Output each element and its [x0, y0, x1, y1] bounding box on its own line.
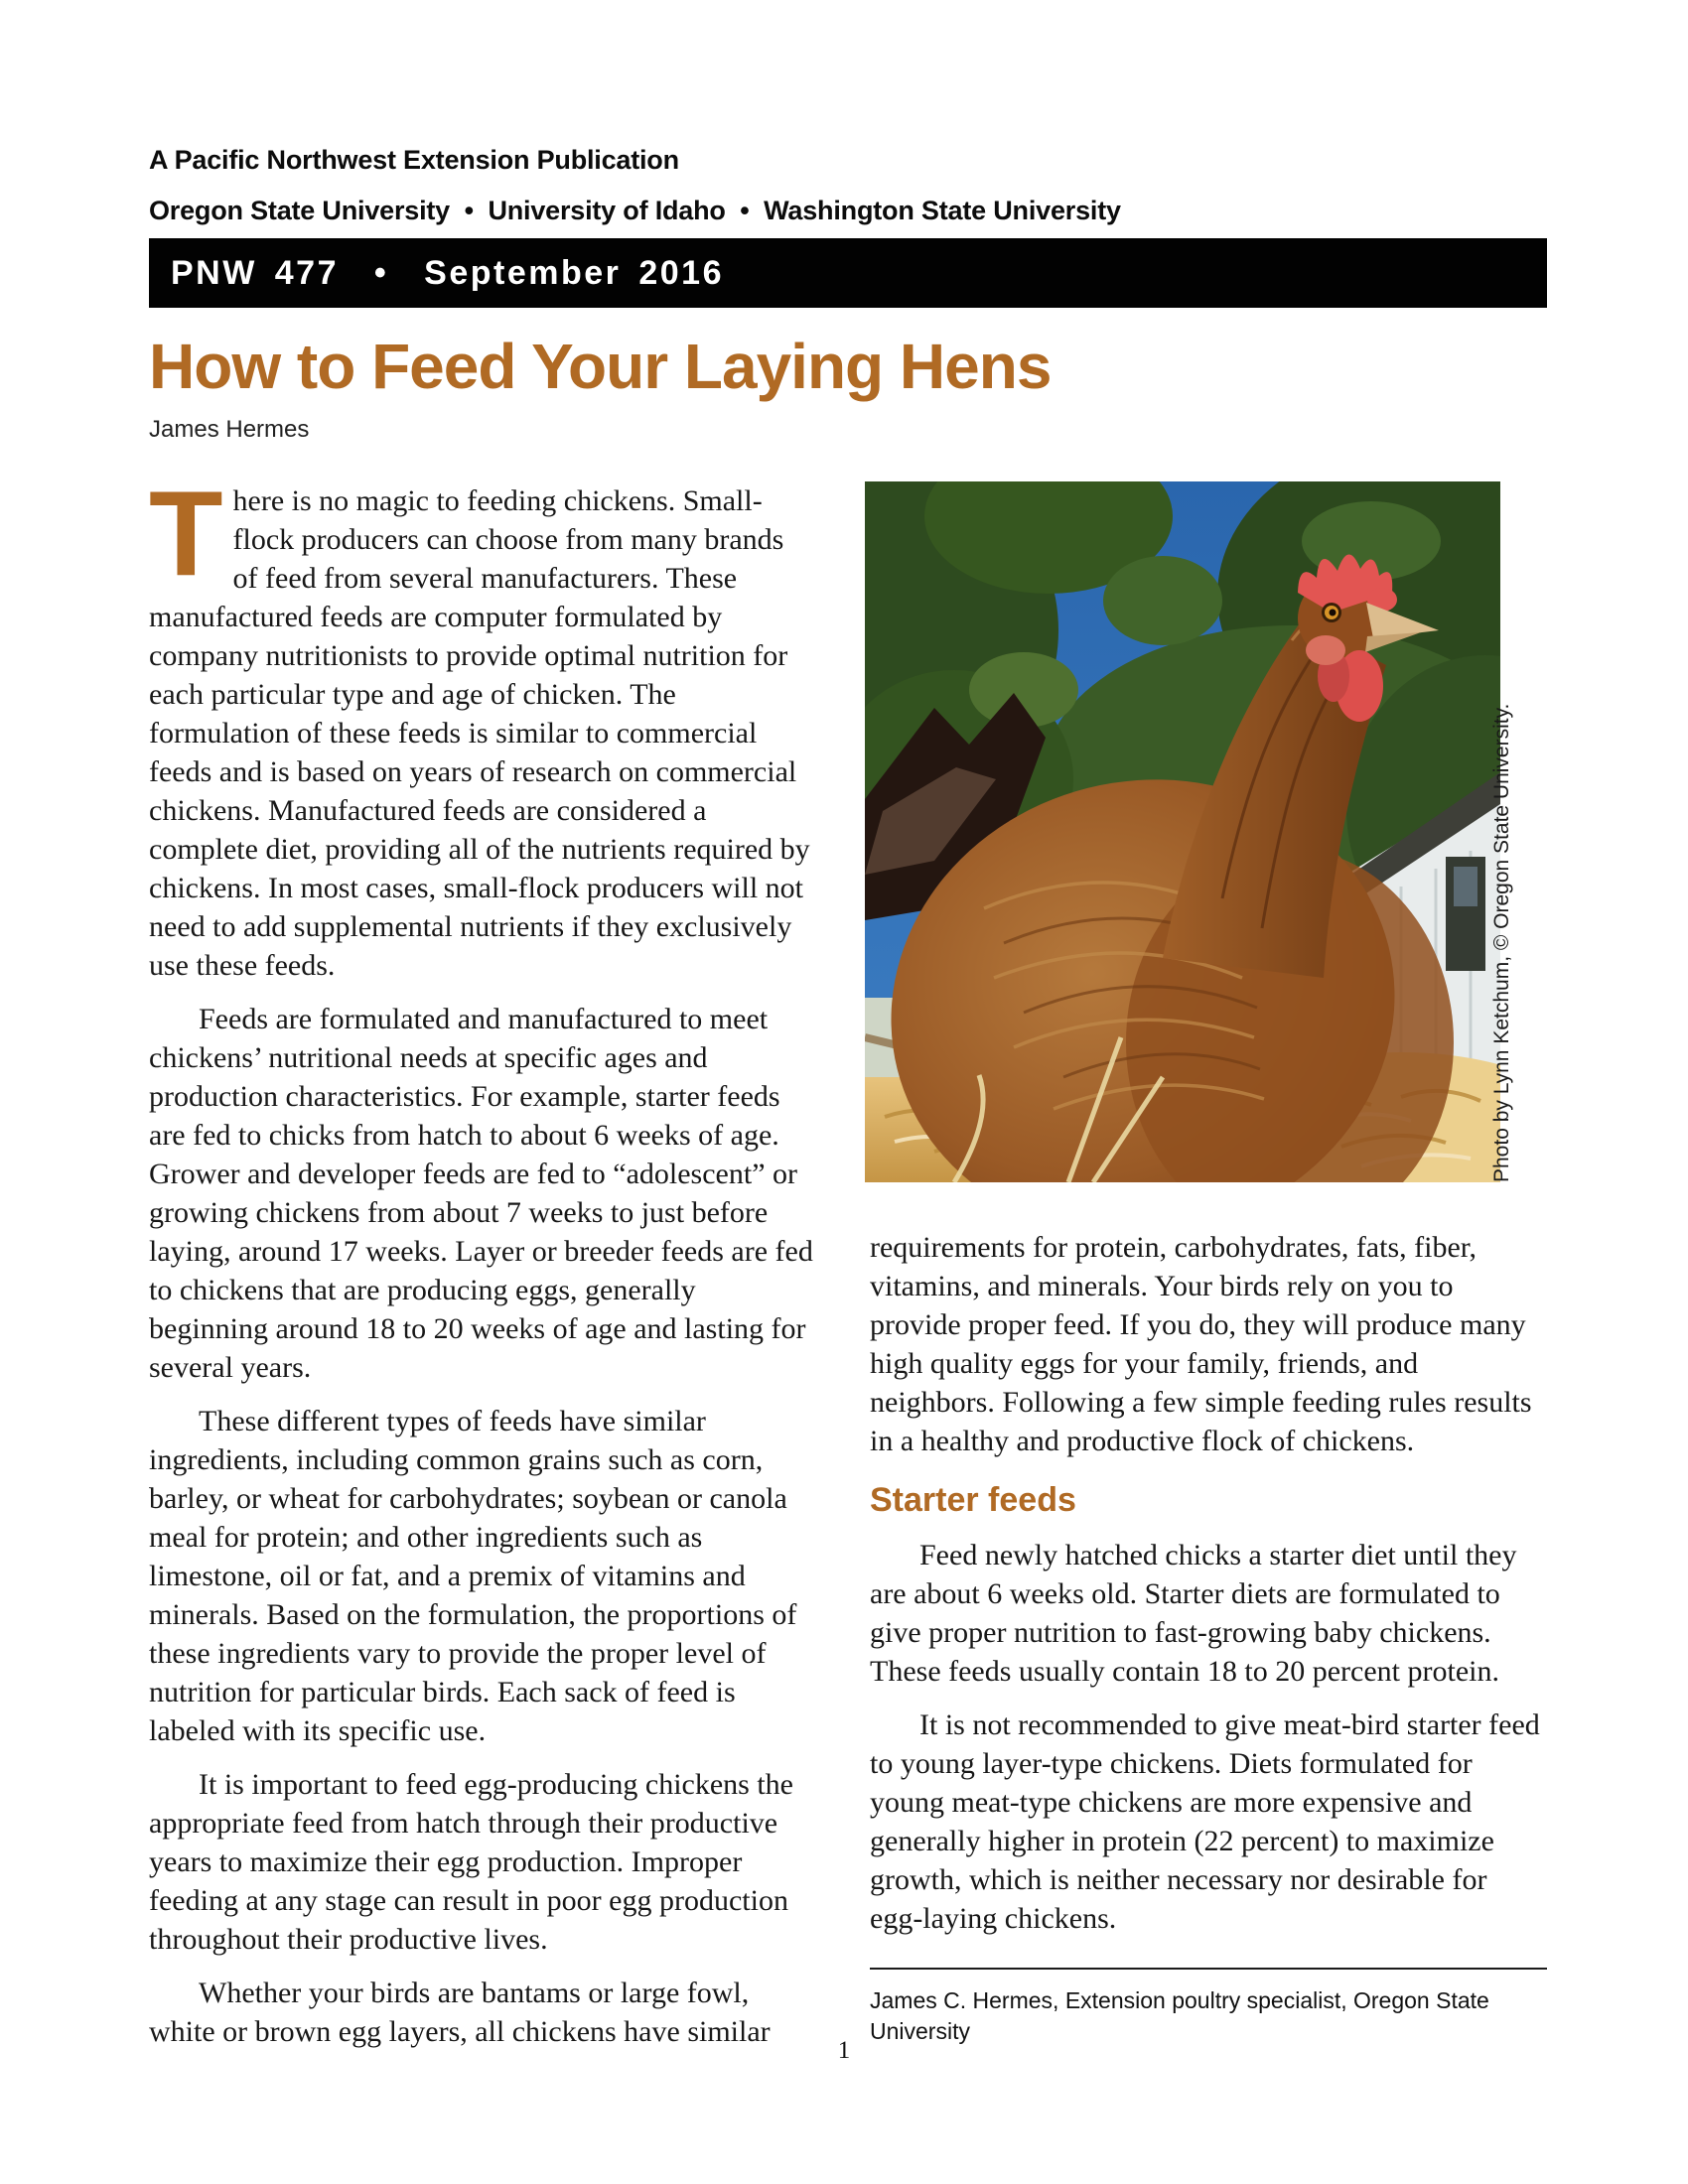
byline: James Hermes	[149, 416, 310, 444]
hen-photo	[865, 481, 1513, 1183]
paragraph	[149, 466, 814, 985]
paragraph: These different types of feeds have similar ingredients, including common grains such as corn, barley, or wheat for carbohydrates; soybean or canola meal for protein; and other ingredients such as limestone, oil or fat, and a premix of vitamins and minerals. Based on the formulation, the proportions of these ingredients vary to provide the proper level of nutrition for particular birds. Each sack of feed is labeled with its specific use.	[149, 1405, 797, 1748]
paragraph: It is important to feed egg-producing chickens the appropriate feed from hatch through their productive years to maximize their egg production. Improper feeding at any stage can result in poor egg production throughout their productive lives.	[149, 1768, 793, 1957]
paragraph: It is not recommended to give meat-bird starter feed to young layer-type chickens. Diets formulated for young meat-type chickens are more expensive and generally higher in protein (22 percent) to maximize growth, which is neither necessary nor desirable for egg-laying chickens.	[870, 1707, 1540, 1935]
photo-credit: Photo by Lynn Ketchum, © Oregon State University.	[1490, 703, 1513, 1183]
page-title: How to Feed Your Laying Hens	[149, 331, 1052, 403]
paragraph: Whether your birds are bantams or large fowl, white or brown egg layers, all chickens have similar	[149, 1977, 771, 2049]
page-number: 1	[837, 2037, 851, 2064]
left-column	[149, 466, 814, 2066]
paragraph: requirements for protein, carbohydrates, fats, fiber, vitamins, and minerals. Your birds rely on you to provide proper feed. If you do, they will produce many high quality eggs for your family, friends, and neighbors. Following a few simple feeding rules results in a healthy and productive flock of chickens.	[870, 1231, 1532, 1458]
section-heading-starter-feeds: Starter feeds	[870, 1481, 1076, 1520]
publication-line: A Pacific Northwest Extension Publication	[149, 145, 679, 175]
issue-banner	[149, 238, 1547, 308]
paragraph: Feeds are formulated and manufactured to meet chickens’ nutritional needs at specific ages and production characteristics. For example, starter feeds are fed to chicks from hatch to about 6 weeks of age. Grower and developer feeds are fed to “adolescent” or growing chickens from about 7 weeks to just before laying, around 17 weeks. Layer or breeder feeds are fed to chickens that are producing eggs, generally beginning around 18 to 20 weeks of age and lasting for several years.	[149, 1003, 813, 1385]
paragraph-text: here is no magic to feeding chickens. Small-flock producers can choose from many brands of feed from several manufacturers. These manufactured feeds are computer formulated by company nutritionists to provide optimal nutrition for each particular type and age of chicken. The formulation of these feeds is similar to commercial feeds and is based on years of research on commercial chickens. Manufactured feeds are considered a complete diet, providing all of the nutrients required by chickens. In most cases, small-flock producers will not need to add supplemental nutrients if they exclusively use these feeds.	[149, 484, 810, 983]
footer-divider	[870, 1968, 1547, 1970]
paragraph: Feed newly hatched chicks a starter diet until they are about 6 weeks old. Starter diets are formulated to give proper nutrition to fast-growing baby chickens. These feeds usually contain 18 to 20 percent protein.	[870, 1538, 1517, 1688]
issue-banner-text: PNW 477 • September 2016	[171, 253, 724, 292]
right-column	[870, 481, 1547, 2046]
hen-photo-illustration	[865, 481, 1500, 1182]
author-note: James C. Hermes, Extension poultry specialist, Oregon State University	[870, 1986, 1489, 2044]
drop-cap: T	[149, 466, 223, 602]
universities-line: Oregon State University • University of Idaho • Washington State University	[149, 196, 1121, 226]
two-column-layout	[149, 466, 1547, 2066]
